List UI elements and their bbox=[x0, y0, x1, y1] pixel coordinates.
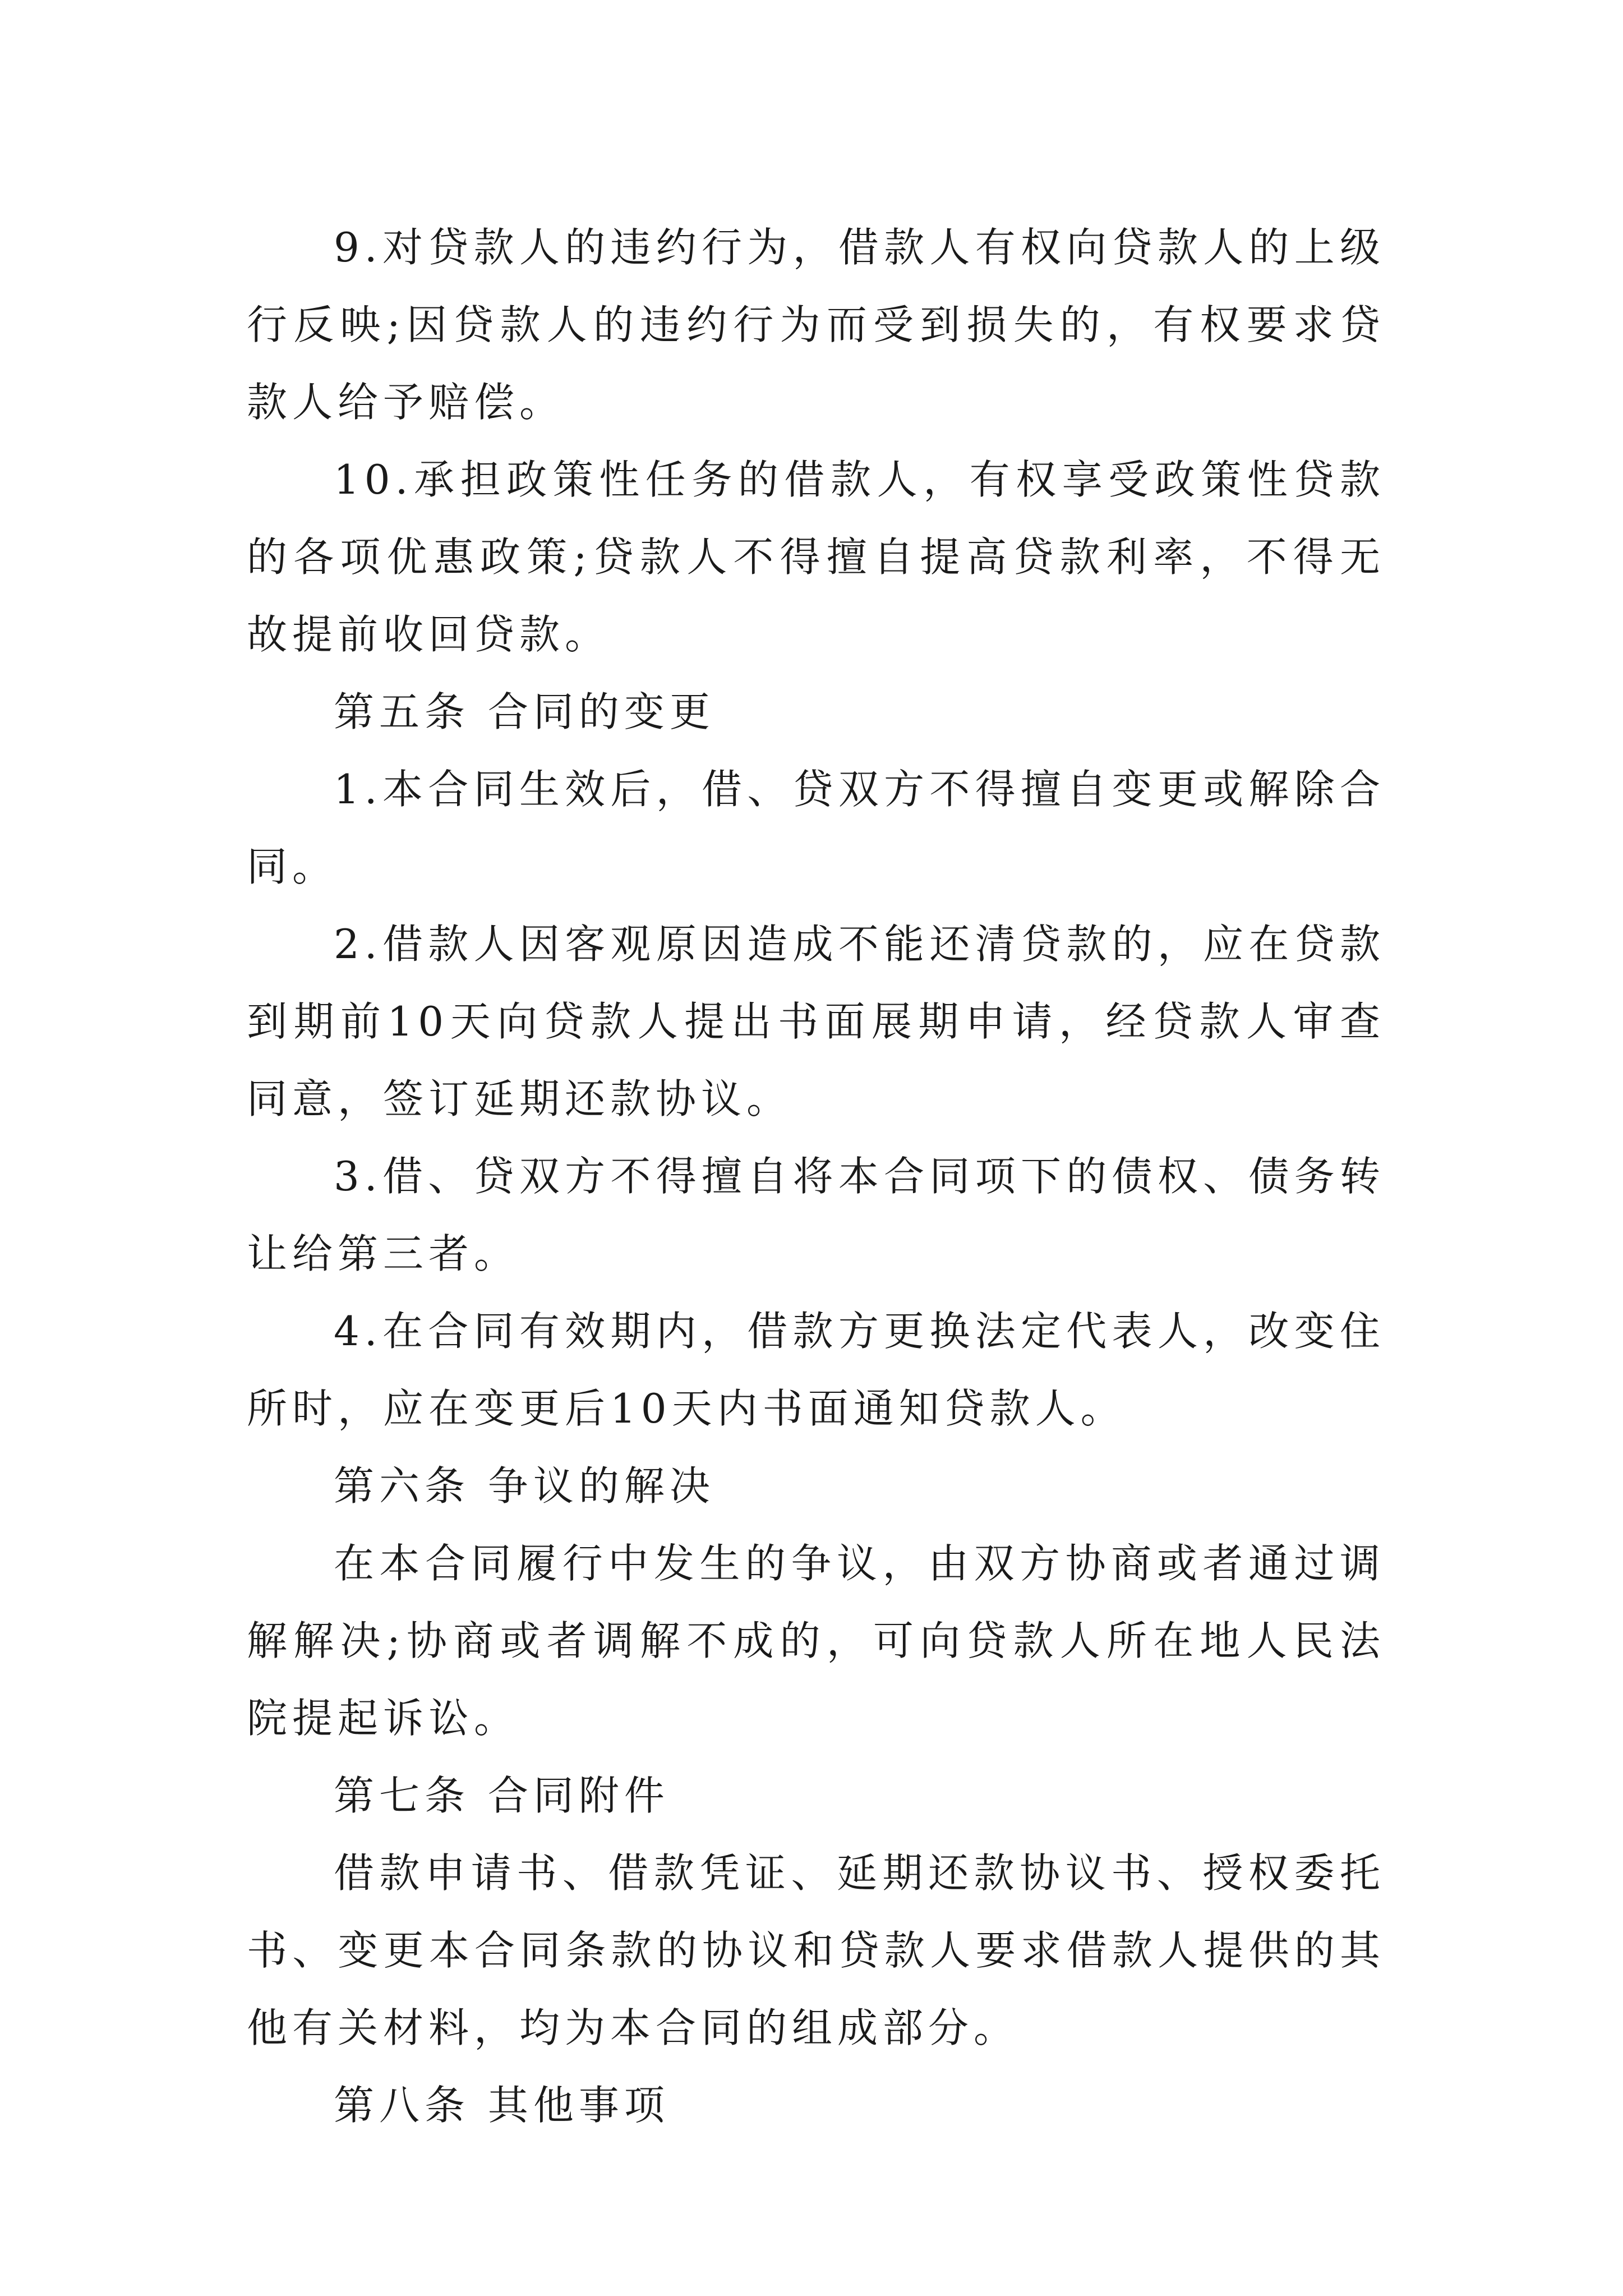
clause-6-body: 在本合同履行中发生的争议，由双方协商或者通过调解解决;协商或者调解不成的，可向贷款人所在地人民法院提起诉讼。 bbox=[247, 1540, 1385, 1742]
clause-4-item-10: 10.承担政策性任务的借款人，有权享受政策性贷款的各项优惠政策;贷款人不得擅自提高贷款利率，不得无故提前收回贷款。 bbox=[247, 456, 1385, 658]
document-page bbox=[247, 209, 1385, 2144]
clause-5-item-3: 3.借、贷双方不得擅自将本合同项下的债权、债务转让给第三者。 bbox=[247, 1153, 1385, 1277]
clause-8-heading: 第八条 其他事项 bbox=[334, 2082, 670, 2129]
clause-5-item-4: 4.在合同有效期内，借款方更换法定代表人，改变住所时，应在变更后10天内书面通知贷款人。 bbox=[247, 1308, 1385, 1432]
clause-5-item-1: 1.本合同生效后，借、贷双方不得擅自变更或解除合同。 bbox=[247, 766, 1385, 890]
clause-6-heading: 第六条 争议的解决 bbox=[334, 1462, 715, 1510]
clause-5-heading: 第五条 合同的变更 bbox=[334, 688, 715, 735]
clause-7-heading: 第七条 合同附件 bbox=[334, 1772, 670, 1819]
clause-7-body: 借款申请书、借款凭证、延期还款协议书、授权委托书、变更本合同条款的协议和贷款人要求借款人提供的其他有关材料，均为本合同的组成部分。 bbox=[247, 1849, 1385, 2051]
clause-5-item-2: 2.借款人因客观原因造成不能还清贷款的，应在贷款到期前10天向贷款人提出书面展期申请，经贷款人审查同意，签订延期还款协议。 bbox=[247, 921, 1385, 1122]
clause-4-item-9: 9.对贷款人的违约行为，借款人有权向贷款人的上级行反映;因贷款人的违约行为而受到损失的，有权要求贷款人给予赔偿。 bbox=[247, 224, 1385, 426]
